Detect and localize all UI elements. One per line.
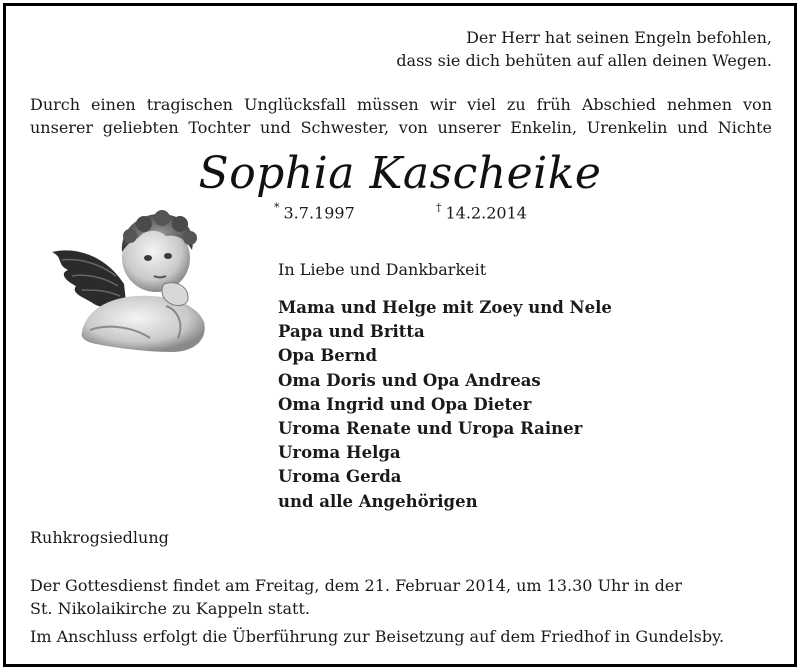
verse-line-1: Der Herr hat seinen Engeln befohlen, xyxy=(466,28,772,47)
family-member: Uroma Helga xyxy=(278,443,401,463)
family-list xyxy=(278,296,612,514)
intro-text xyxy=(30,93,772,139)
service-line-1: Der Gottesdienst findet am Freitag, dem 21. Februar 2014, um 13.30 Uhr in der xyxy=(30,576,682,595)
service-line-2: St. Nikolaikirche zu Kappeln statt. xyxy=(30,599,310,618)
verse-line-2: dass sie dich behüten auf allen deinen Wegen. xyxy=(396,51,772,70)
family-member: Opa Bernd xyxy=(278,346,378,366)
birth-date: 3.7.1997 xyxy=(283,203,355,223)
family-member: Papa und Britta xyxy=(278,322,425,342)
place-name: Ruhkrogsiedlung xyxy=(30,528,169,547)
obituary-notice xyxy=(3,3,797,667)
bible-verse xyxy=(396,26,772,72)
thanks-line: In Liebe und Dankbarkeit xyxy=(278,260,487,279)
birth-star-icon: * xyxy=(274,201,280,214)
family-member: und alle Angehörigen xyxy=(278,491,478,511)
cherub-angel-icon xyxy=(46,206,212,356)
family-member: Mama und Helge mit Zoey und Nele xyxy=(278,298,612,317)
family-member: Uroma Gerda xyxy=(278,467,402,487)
birth-date-block xyxy=(274,202,355,222)
family-member: Uroma Renate und Uropa Rainer xyxy=(278,419,583,439)
family-member: Oma Doris und Opa Andreas xyxy=(278,370,541,390)
death-cross-icon: † xyxy=(436,201,442,214)
burial-info: Im Anschluss erfolgt die Überführung zur Beisetzung auf dem Friedhof in Gundelsby. xyxy=(30,627,725,646)
death-date: 14.2.2014 xyxy=(445,203,527,223)
intro-line-2: unserer geliebten Tochter und Schwester, von unserer Enkelin, Urenkelin und Nichte xyxy=(30,118,772,137)
family-member: Oma Ingrid und Opa Dieter xyxy=(278,394,532,414)
death-date-block xyxy=(436,202,527,222)
intro-line-1: Durch einen tragischen Unglücksfall müssen wir viel zu früh Abschied nehmen von xyxy=(30,95,772,114)
deceased-name: Sophia Kascheike xyxy=(198,148,602,199)
service-info xyxy=(30,574,682,620)
